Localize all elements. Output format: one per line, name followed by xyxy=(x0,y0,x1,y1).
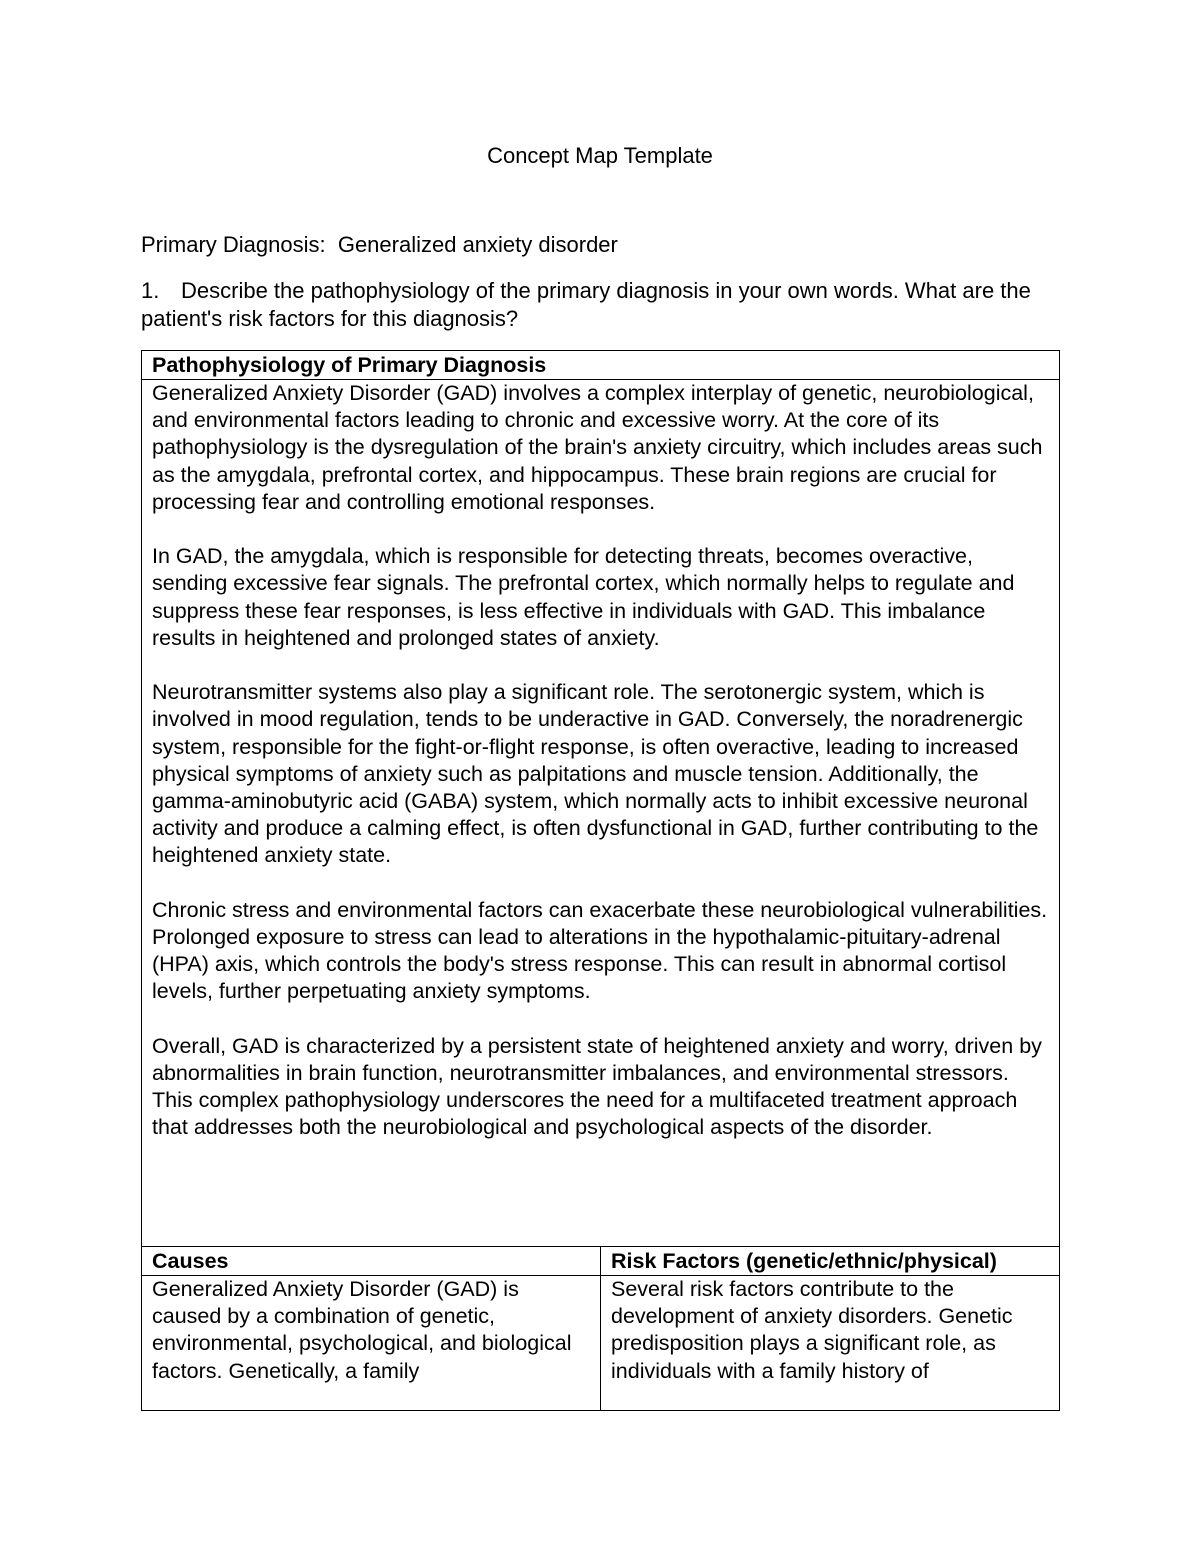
pathophysiology-paragraph-4: Chronic stress and environmental factors can exacerbate these neurobiological vulnerabilities. Prolonged exposure to stress can lead to alterations in the hypothalamic-pituitary-adrenal (HPA) axis, which controls the body's stress response. This can result in abnormal cortisol levels, further perpetuating anxiety symptoms. xyxy=(152,897,1048,1004)
risk-factors-cell xyxy=(601,1276,1060,1411)
risk-factors-text: Several risk factors contribute to the development of anxiety disorders. Genetic predisposition plays a significant role, as individuals with a family history of xyxy=(611,1277,1013,1383)
causes-text: Generalized Anxiety Disorder (GAD) is caused by a combination of genetic, environmental, psychological, and biological factors. Genetically, a family xyxy=(152,1277,572,1383)
causes-header: Causes xyxy=(142,1247,601,1276)
causes-cell xyxy=(142,1276,601,1411)
pathophysiology-header-row xyxy=(142,351,1060,380)
pathophysiology-paragraph-5: Overall, GAD is characterized by a persistent state of heightened anxiety and worry, driven by abnormalities in brain function, neurotransmitter imbalances, and environmental stressors. This complex pathophysiology underscores the need for a multifaceted treatment approach that addresses both the neurobiological and psychological aspects of the disorder. xyxy=(152,1033,1042,1140)
pathophysiology-paragraph-3: Neurotransmitter systems also play a significant role. The serotonergic system, which is involved in mood regulation, tends to be underactive in GAD. Conversely, the noradrenergic system, responsible for the fight-or-flight response, is often overactive, leading to increased physical symptoms of anxiety such as palpitations and muscle tension. Additionally, the gamma-aminobutyric acid (GABA) system, which normally acts to inhibit excessive neuronal activity and produce a calming effect, is often dysfunctional in GAD, further contributing to the heightened anxiety state. xyxy=(152,680,1039,868)
causes-risk-header-row xyxy=(142,1247,1060,1276)
pathophysiology-body-row xyxy=(142,380,1060,1247)
question-1 xyxy=(141,277,1066,333)
pathophysiology-paragraph-2: In GAD, the amygdala, which is responsible for detecting threats, becomes overactive, sending excessive fear signals. The prefrontal cortex, which normally helps to regulate and suppress these fear responses, is less effective in individuals with GAD. This imbalance results in heightened and prolonged states of anxiety. xyxy=(152,544,1015,650)
page-title: Concept Map Template xyxy=(487,143,713,168)
question-text: Describe the pathophysiology of the primary diagnosis in your own words. What are the patient's risk factors for this diagnosis? xyxy=(141,278,1031,331)
question-number: 1. xyxy=(141,278,160,303)
primary-diagnosis: Primary Diagnosis: Generalized anxiety disorder xyxy=(141,232,618,257)
pathophysiology-paragraph-1: Generalized Anxiety Disorder (GAD) involves a complex interplay of genetic, neurobiological, and environmental factors leading to chronic and excessive worry. At the core of its pathophysiology is the dysregulation of the brain's anxiety circuitry, which includes areas such as the amygdala, prefrontal cortex, and hippocampus. These brain regions are crucial for processing fear and controlling emotional responses. xyxy=(152,381,1043,514)
concept-map-table xyxy=(141,350,1060,1411)
pathophysiology-text xyxy=(142,380,1060,1247)
risk-factors-header: Risk Factors (genetic/ethnic/physical) xyxy=(601,1247,1060,1276)
causes-risk-body-row xyxy=(142,1276,1060,1411)
pathophysiology-header: Pathophysiology of Primary Diagnosis xyxy=(142,351,1060,380)
